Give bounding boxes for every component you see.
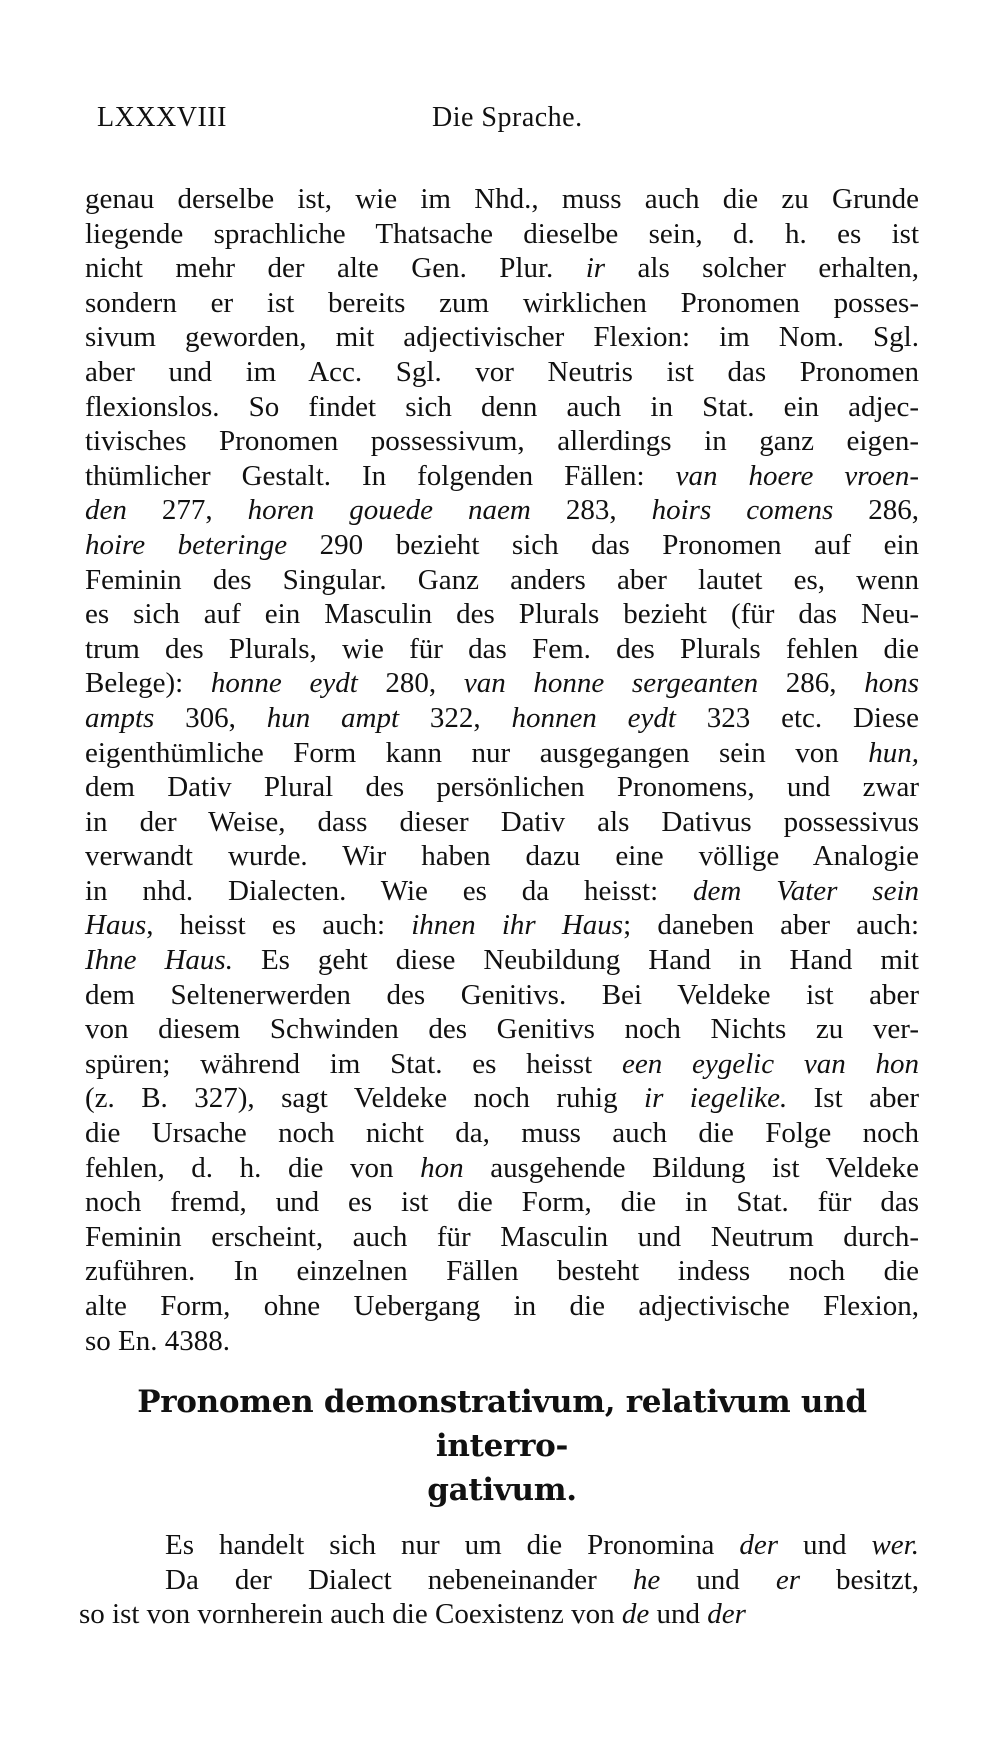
text-line — [85, 874, 919, 909]
text-run: ; daneben aber auch: — [623, 909, 920, 942]
italic-text: ihnen ihr Haus — [411, 909, 624, 942]
italic-text: der — [707, 1598, 746, 1631]
text-run: eigenthümliche Form kann nur ausgegangen sein von — [85, 736, 869, 769]
italic-text: horen gouede naem — [247, 494, 531, 527]
italic-text: van honne sergeanten — [463, 667, 759, 700]
text-line — [85, 1528, 919, 1563]
text-run: Es geht diese Neubildung Hand in Hand mit — [232, 944, 919, 977]
text-line — [85, 770, 919, 805]
section-heading — [85, 1380, 919, 1512]
text-run: alte Form, ohne Uebergang in die adjectivische Flexion, — [85, 1290, 919, 1322]
paragraph-possessive-pronoun — [85, 182, 919, 1358]
italic-text: de — [621, 1598, 650, 1631]
text-line — [85, 1047, 919, 1082]
italic-text: er — [775, 1563, 800, 1596]
text-line — [85, 908, 919, 943]
text-run: aber und im Acc. Sgl. vor Neutris ist das Pronomen — [85, 355, 919, 388]
text-run: 280, — [357, 667, 464, 700]
text-run: genau derselbe ist, wie im Nhd., muss auch die zu Grunde — [85, 183, 919, 215]
italic-text: een eygelic van hon — [621, 1047, 919, 1080]
text-run: so ist von vornherein auch die Coexistenz von — [79, 1598, 622, 1631]
text-line — [85, 1220, 919, 1255]
text-run: verwandt wurde. Wir haben dazu eine völlige Analogie — [85, 840, 919, 873]
text-run: zuführen. In einzelnen Fällen besteht indess noch die — [85, 1255, 919, 1288]
text-run: und — [649, 1598, 708, 1631]
text-run: noch fremd, und es ist die Form, die in Stat. für das — [85, 1186, 919, 1219]
text-run: ausgehende Bildung ist Veldeke — [463, 1151, 919, 1184]
text-line — [85, 1081, 919, 1116]
italic-text: den — [85, 494, 127, 527]
text-line — [85, 1116, 919, 1151]
text-run: 286, — [833, 494, 919, 527]
text-run: besitzt, — [800, 1563, 919, 1596]
text-run: 290 bezieht sich das Pronomen auf ein — [287, 528, 919, 561]
text-line — [85, 390, 919, 425]
italic-text: Haus — [85, 909, 147, 942]
text-line — [85, 217, 919, 252]
text-line — [85, 943, 919, 978]
text-line — [85, 1185, 919, 1220]
text-line — [85, 1289, 919, 1324]
italic-text: ir — [585, 252, 606, 285]
italic-text: van hoere vroen- — [675, 459, 919, 492]
text-line — [85, 597, 919, 632]
italic-text: ampts — [85, 701, 155, 734]
text-run: so En. 4388. — [85, 1324, 230, 1357]
text-run: 323 etc. Diese — [675, 701, 919, 734]
text-line — [79, 1597, 919, 1632]
book-page — [79, 92, 920, 1632]
text-run: und — [778, 1529, 872, 1562]
text-line — [85, 805, 919, 840]
italic-text: hon — [420, 1151, 464, 1184]
text-run: 286, — [758, 667, 865, 700]
text-line — [85, 1151, 919, 1186]
text-run: von diesem Schwinden des Genitivs noch Nichts zu ver- — [85, 1013, 919, 1046]
text-line — [85, 424, 919, 459]
text-run: sondern er ist bereits zum wirklichen Pronomen posses- — [85, 286, 919, 319]
text-run: , heisst es auch: — [146, 909, 412, 942]
italic-text: Ihne Haus. — [85, 944, 233, 977]
text-run: Ist aber — [787, 1082, 919, 1115]
text-line — [85, 632, 919, 667]
running-title: Die Sprache. — [432, 102, 583, 133]
italic-text: der — [739, 1529, 778, 1562]
text-line — [85, 320, 919, 355]
text-run: (z. B. 327), sagt Veldeke noch ruhig — [85, 1082, 645, 1115]
text-line — [85, 1254, 919, 1289]
text-run: nicht mehr der alte Gen. Plur. — [85, 252, 586, 285]
text-line — [85, 1012, 919, 1047]
text-run: 322, — [399, 701, 512, 734]
text-run: 306, — [154, 701, 267, 734]
text-line — [85, 666, 919, 701]
italic-text: hoirs comens — [651, 494, 834, 527]
text-line — [85, 493, 919, 528]
italic-text: dem Vater sein — [693, 874, 919, 907]
text-line — [85, 182, 919, 217]
text-run: liegende sprachliche Thatsache dieselbe sein, d. h. es ist — [85, 217, 919, 250]
text-line — [85, 978, 919, 1013]
italic-text: hun ampt — [266, 701, 400, 734]
text-run: 277, — [126, 494, 248, 527]
italic-text: honnen eydt — [511, 701, 676, 734]
text-run: trum des Plurals, wie für das Fem. des Plurals fehlen die — [85, 632, 919, 665]
text-line — [85, 286, 919, 321]
italic-text: honne eydt — [210, 667, 358, 700]
running-head — [85, 92, 919, 136]
text-line — [85, 1324, 919, 1359]
text-run: thümlicher Gestalt. In folgenden Fällen: — [85, 459, 676, 492]
italic-text: ir iegelike. — [644, 1082, 788, 1115]
text-line — [85, 251, 919, 286]
text-line — [85, 736, 919, 771]
italic-text: wer. — [871, 1529, 919, 1562]
page-number: LXXXVIII — [97, 102, 227, 133]
italic-text: hons — [864, 667, 919, 700]
text-run: in nhd. Dialecten. Wie es da heisst: — [85, 874, 694, 907]
text-line — [85, 459, 919, 494]
text-line — [85, 528, 919, 563]
text-run: und — [660, 1563, 776, 1596]
italic-text: hoire beteringe — [85, 528, 288, 561]
text-run: Es handelt sich nur um die Pronomina — [165, 1529, 740, 1562]
text-run: Feminin des Singular. Ganz anders aber lautet es, wenn — [85, 563, 919, 596]
paragraph-demonstrative-pronoun — [79, 1528, 919, 1632]
text-run: sivum geworden, mit adjectivischer Flexion: im Nom. Sgl. — [85, 321, 919, 354]
italic-text: hun, — [868, 736, 919, 769]
text-run: flexionslos. So findet sich denn auch in Stat. ein adjec- — [85, 390, 919, 423]
text-line — [85, 1563, 919, 1598]
section-heading-line: Pronomen demonstrativum, relativum und interro- — [137, 1384, 867, 1465]
text-run: es sich auf ein Masculin des Plurals bezieht (für das Neu- — [85, 598, 919, 631]
italic-text: he — [632, 1563, 661, 1596]
text-run: als solcher erhalten, — [605, 252, 920, 285]
text-line — [85, 563, 919, 598]
text-run: dem Dativ Plural des persönlichen Pronomens, und zwar — [85, 771, 919, 804]
text-run: in der Weise, dass dieser Dativ als Dativus possessivus — [85, 805, 919, 838]
text-run: dem Seltenerwerden des Genitivs. Bei Veldeke ist aber — [85, 978, 919, 1011]
section-heading-line: gativum. — [427, 1472, 577, 1509]
text-run: Da der Dialect nebeneinander — [165, 1563, 633, 1596]
text-line — [85, 355, 919, 390]
text-line — [85, 839, 919, 874]
text-run: die Ursache noch nicht da, muss auch die Folge noch — [85, 1117, 919, 1150]
text-run: tivisches Pronomen possessivum, allerdings in ganz eigen- — [85, 425, 919, 458]
text-line — [85, 701, 919, 736]
text-run: Feminin erscheint, auch für Masculin und Neutrum durch- — [85, 1220, 919, 1253]
text-run: spüren; während im Stat. es heisst — [85, 1047, 622, 1080]
text-run: 283, — [530, 494, 652, 527]
text-run: fehlen, d. h. die von — [85, 1151, 421, 1184]
text-run: Belege): — [85, 667, 211, 700]
